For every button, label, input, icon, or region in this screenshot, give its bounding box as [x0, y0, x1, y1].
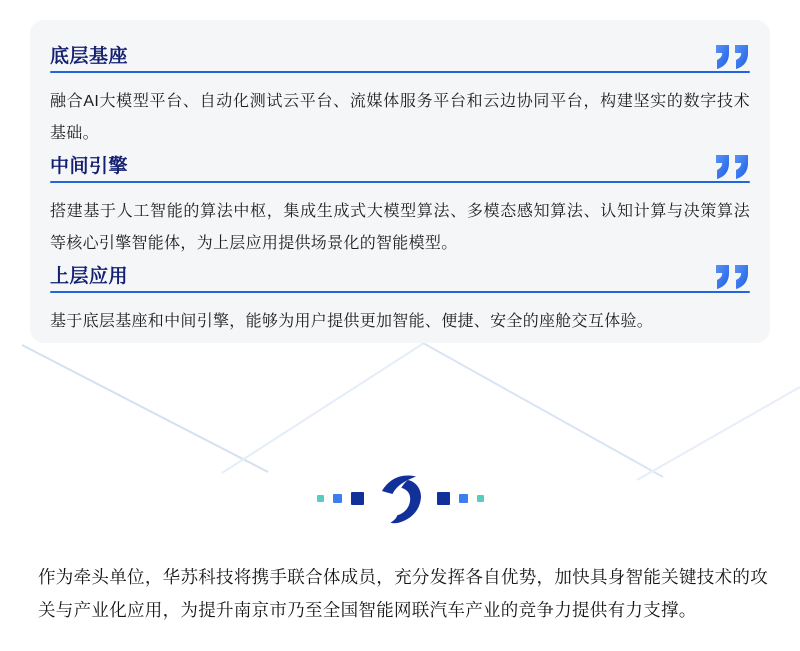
closing-paragraph: 作为牵头单位，华苏科技将携手联合体成员，充分发挥各自优势，加快具身智能关键技术的攻关与产业化应用，为提升南京市乃至全国智能网联汽车产业的竞争力提供有力支撑。 — [38, 567, 768, 620]
section-engine — [50, 152, 750, 260]
blue-square-icon — [333, 494, 342, 503]
section-header — [50, 42, 750, 69]
section-paragraph: 基于底层基座和中间引擎，能够为用户提供更加智能、便捷、安全的座舱交互体验。 — [50, 313, 654, 330]
double-quote-icon — [716, 265, 750, 289]
section-divider — [50, 291, 750, 293]
blue-square-icon — [459, 494, 468, 503]
section-application — [50, 262, 750, 338]
section-header — [50, 262, 750, 289]
section-paragraph: 融合AI大模型平台、自动化测试云平台、流媒体服务平台和云边协同平台，构建坚实的数字技术基础。 — [50, 93, 750, 142]
section-paragraph: 搭建基于人工智能的算法中枢，集成生成式大模型算法、多模态感知算法、认知计算与决策算法等核心引擎智能体，为上层应用提供场景化的智能模型。 — [50, 203, 750, 252]
double-quote-icon — [716, 45, 750, 69]
section-foundation — [50, 42, 750, 150]
info-card — [30, 20, 770, 343]
logo-divider — [0, 470, 800, 526]
section-title: 底层基座 — [50, 46, 129, 67]
company-swoosh-logo-icon — [380, 472, 421, 524]
teal-square-icon — [477, 495, 484, 502]
teal-square-icon — [317, 495, 324, 502]
double-quote-icon — [716, 155, 750, 179]
section-divider — [50, 181, 750, 183]
section-title: 中间引擎 — [50, 156, 129, 177]
section-title: 上层应用 — [50, 266, 129, 287]
section-header — [50, 152, 750, 179]
section-divider — [50, 71, 750, 73]
dark-blue-square-icon — [351, 492, 364, 505]
dark-blue-square-icon — [437, 492, 450, 505]
